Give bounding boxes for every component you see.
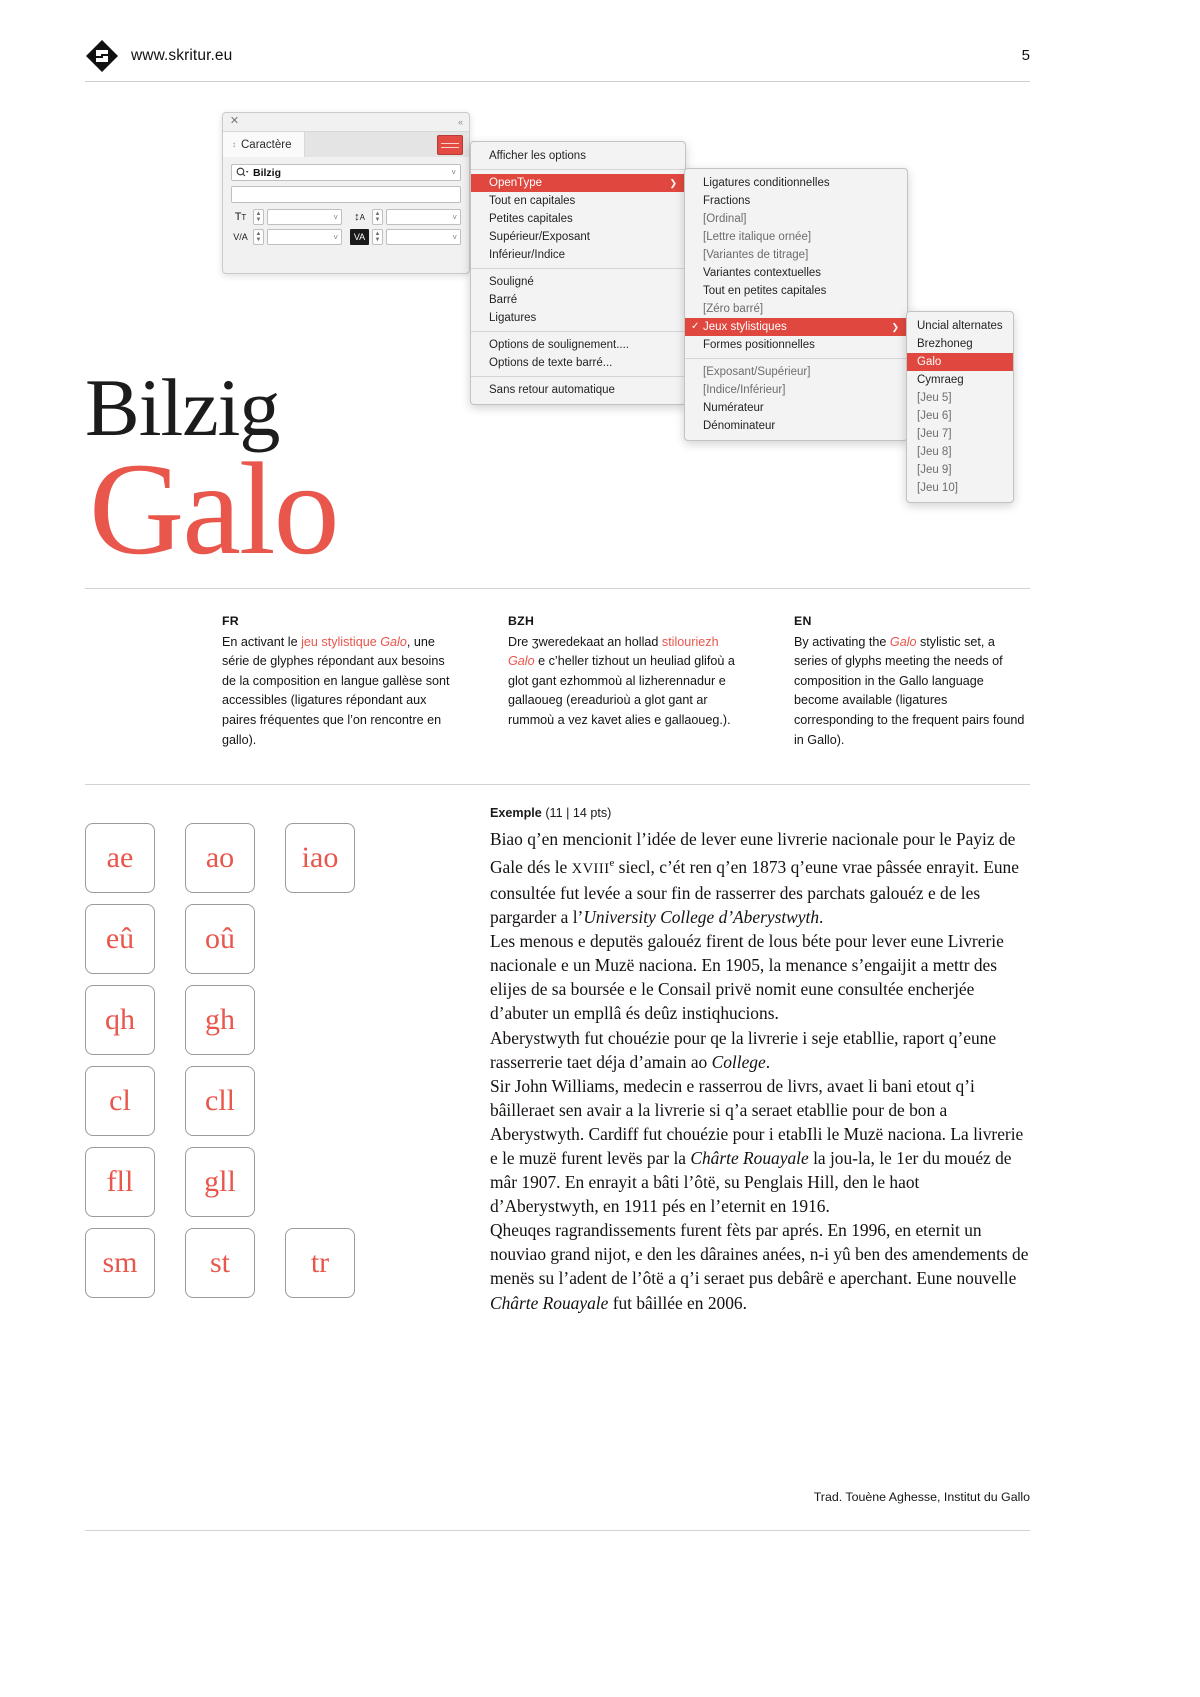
menu-item-indice-inferieur: [Indice/Inférieur] <box>703 384 786 396</box>
chevron-down-icon[interactable]: ˅ <box>451 168 456 177</box>
chevron-down-icon: ˅ <box>333 212 338 222</box>
leading-icon: ↕ A <box>354 211 365 223</box>
menu-item-cymraeg[interactable]: Cymraeg <box>917 374 964 386</box>
menu-item-jeu-9: [Jeu 9] <box>917 464 952 476</box>
specimen-set-name: Galo <box>89 435 338 582</box>
ligature-cell-empty <box>285 904 355 974</box>
brand-url: www.skritur.eu <box>131 46 233 64</box>
menu-item-ligatures[interactable]: Ligatures <box>489 312 537 324</box>
menu-separator <box>685 358 907 359</box>
menu-separator <box>471 268 685 269</box>
menu-item-jeu-8: [Jeu 8] <box>917 446 952 458</box>
menu-item-uncial-alternates[interactable]: Uncial alternates <box>917 320 1003 332</box>
ligature-cell: st <box>185 1228 255 1298</box>
example-label: Exemple <box>490 806 542 820</box>
menu-item-brezhoneg[interactable]: Brezhoneg <box>917 338 973 350</box>
tab-caractere-label: Caractère <box>241 138 292 151</box>
tracking-input[interactable] <box>386 229 461 245</box>
menu-item-options-de-soulignement[interactable]: Options de soulignement.... <box>489 339 629 351</box>
menu-item-sans-retour-automatique[interactable]: Sans retour automatique <box>489 384 615 396</box>
kerning-input[interactable] <box>267 229 342 245</box>
page-header <box>85 30 1030 82</box>
menu-item-inferieur-indice[interactable]: Inférieur/Indice <box>489 249 566 261</box>
menu-item-jeux-stylistiques[interactable]: ✓ Jeux stylistiques ❯ <box>685 318 907 336</box>
ligature-cell-empty <box>285 1147 355 1217</box>
example-paragraph: Biao q’en mencionit l’idée de lever eune livrerie nacionale pour le Payiz de Gale dés le XVIIIe siecl, c’ét ren q’en 1873 q’eune vrae pâssée enrayit. Eune consultée fut levée a sour fin de rasserrer des parchats galouéz e de les pargarder a l’University College d’Aberystwyth. <box>490 829 1019 928</box>
checkmark-icon: ✓ <box>691 321 700 332</box>
font-family-row <box>231 164 461 181</box>
font-size-icon: T T <box>234 211 247 223</box>
example-paragraph: Aberystwyth fut chouézie pour qe la livrerie i seje etabllie, raport q’eune rasserrerie taet déja d’amain ao College. <box>490 1027 997 1072</box>
menu-item-fractions[interactable]: Fractions <box>703 195 751 207</box>
skritur-diamond-logo-icon <box>85 39 119 73</box>
ligature-cell-empty <box>285 985 355 1055</box>
language-column-en <box>794 612 1030 750</box>
language-text-en: By activating the Galo stylistic set, a series of glyphs meeting the needs of composition in the Gallo language become available (ligatures corresponding to the frequent pairs found in Gallo). <box>794 634 1025 747</box>
chevron-right-icon: ❯ <box>669 178 677 188</box>
chevron-right-icon: ❯ <box>891 322 899 332</box>
panel-body <box>223 157 469 251</box>
menu-separator <box>471 169 685 170</box>
ligature-cell: tr <box>285 1228 355 1298</box>
menu-item-ordinal: [Ordinal] <box>703 213 747 225</box>
magnifier-icon <box>236 167 249 178</box>
collapse-icon[interactable]: « <box>457 117 462 127</box>
leading-stepper[interactable]: ▲ ▼ <box>372 209 383 225</box>
font-style-row <box>231 186 461 203</box>
example-sizes: (11 | 14 pts) <box>545 806 612 820</box>
menu-item-jeu-6: [Jeu 6] <box>917 410 952 422</box>
example-block <box>490 806 1030 1315</box>
tracking-control[interactable] <box>350 229 461 245</box>
language-column-fr <box>222 612 458 750</box>
font-size-input[interactable] <box>267 209 342 225</box>
language-column-bzh <box>508 612 744 750</box>
language-text-fr: En activant le jeu stylistique Galo, une série de glyphes répondant aux besoins de la composition en langue gallèse sont accessibles (ligatures répondant aux paires fréquentes que l’on rencontre en gallo). <box>222 634 450 747</box>
ligature-cell: ao <box>185 823 255 893</box>
menu-item-variantes-contextuelles[interactable]: Variantes contextuelles <box>703 267 822 279</box>
menu-item-options-de-texte-barre[interactable]: Options de texte barré... <box>489 357 613 369</box>
menu-separator <box>471 331 685 332</box>
divider-middle <box>85 784 1030 785</box>
menu-item-galo[interactable]: Galo <box>907 353 1013 371</box>
close-icon[interactable]: ✕ <box>229 115 240 127</box>
menu-item-tout-en-petites-capitales[interactable]: Tout en petites capitales <box>703 285 827 297</box>
language-code-en: EN <box>794 614 812 628</box>
stylistic-sets-submenu[interactable] <box>906 311 1014 503</box>
kerning-icon: V/A <box>233 232 248 242</box>
font-size-stepper[interactable]: ▲ ▼ <box>253 209 264 225</box>
tracking-stepper[interactable]: ▲ ▼ <box>372 229 383 245</box>
ligature-cell: ae <box>85 823 155 893</box>
chevron-updown-icon: ↕ <box>232 140 236 149</box>
menu-item-opentype[interactable]: OpenType ❯ <box>471 174 685 192</box>
character-panel[interactable] <box>222 112 470 274</box>
menu-item-ligatures-conditionnelles[interactable]: Ligatures conditionnelles <box>703 177 830 189</box>
menu-item-souligne[interactable]: Souligné <box>489 276 534 288</box>
panel-menu-button[interactable] <box>437 135 463 155</box>
menu-item-tout-en-capitales[interactable]: Tout en capitales <box>489 195 576 207</box>
menu-item-variantes-de-titrage: [Variantes de titrage] <box>703 249 809 261</box>
ligature-cell: iao <box>285 823 355 893</box>
menu-item-afficher-les-options[interactable]: Afficher les options <box>489 150 586 162</box>
brand <box>85 39 232 73</box>
example-credit: Trad. Touène Aghesse, Institut du Gallo <box>813 1490 1030 1504</box>
menu-item-jeu-5: [Jeu 5] <box>917 392 952 404</box>
example-heading <box>490 806 1030 820</box>
chevron-down-icon: ˅ <box>452 212 457 222</box>
menu-item-denominateur[interactable]: Dénominateur <box>703 420 776 432</box>
example-paragraph: Qheuqes ragrandissements furent fèts par aprés. En 1996, en eternit un nouviao grand nijot, e den les dâraines anées, n-i yû ben des amendements de menës su l’adent de l’ôtë a q’i seraet pus debârë e aperchant. Eune nouvelle Chârte Rouayale fut bâillée en 2006. <box>490 1220 1029 1313</box>
menu-item-exposant-superieur: [Exposant/Supérieur] <box>703 366 811 378</box>
kerning-stepper[interactable]: ▲ ▼ <box>253 229 264 245</box>
menu-item-zero-barre: [Zéro barré] <box>703 303 764 315</box>
ligature-cell: gll <box>185 1147 255 1217</box>
ligature-cell: cl <box>85 1066 155 1136</box>
ligature-cell: cll <box>185 1066 255 1136</box>
ligature-cell: oû <box>185 904 255 974</box>
specimen-display <box>85 362 338 582</box>
ligature-cell: qh <box>85 985 155 1055</box>
chevron-down-icon: ˅ <box>452 232 457 242</box>
menu-item-superieur-exposant[interactable]: Supérieur/Exposant <box>489 231 591 243</box>
panel-titlebar <box>223 113 469 131</box>
panel-tabs <box>223 131 469 157</box>
tracking-icon: VA <box>350 229 369 245</box>
ligature-cell: gh <box>185 985 255 1055</box>
ligature-cell: eû <box>85 904 155 974</box>
language-text-bzh: Dre ʒweredekaat an hollad stilouriezh Galo e c’heller tizhout un heuliad glifoù a glot gant ezhommoù al lizherennadur e gallaoueg (ereadurioù a glot gant ar rummoù a vez kavet alies e gallaoueg.). <box>508 634 735 727</box>
ligature-cell: fll <box>85 1147 155 1217</box>
menu-item-lettre-italique-ornee: [Lettre italique ornée] <box>703 231 812 243</box>
leading-input[interactable] <box>386 209 461 225</box>
ligature-cell: sm <box>85 1228 155 1298</box>
panel-flyout-menu[interactable] <box>470 141 686 405</box>
tab-caractere[interactable] <box>223 131 305 157</box>
menu-item-petites-capitales[interactable]: Petites capitales <box>489 213 573 225</box>
example-paragraph: Sir John Williams, medecin e rasserrou de livrs, avaet li bani etout q’i bâilleraet sen avair a la livrerie si q’a seraet etabllie pour de bon a Aberystwyth. Cardiff fut chouézie pour i etabIli le Muzë naciona. La livrerie e le muzë furent levës par la Chârte Rouayale la jou-la, le 1er du mouéz de mâr 1907. En enrayit a bâti l’ôtë, su Penglais Hill, den le haot d’Aberystwyth, en 1911 pés en l’eternit en 1916. <box>490 1075 1024 1217</box>
example-paragraph: Les menous e deputës galouéz firent de lous béte pour lever eune Livrerie nacionale e un Muzë naciona. En 1905, la menance s’engaijit a mettr des elijes de sa boursée e le Consail privë nomit eune consultée encherjée d’abuter un empllâ és deûz instiqhucions. <box>490 931 1004 1024</box>
example-text <box>490 827 1030 1315</box>
chevron-down-icon: ˅ <box>333 232 338 242</box>
menu-item-jeu-7: [Jeu 7] <box>917 428 952 440</box>
language-code-fr: FR <box>222 614 239 628</box>
font-family-value: Bilzig <box>253 166 281 179</box>
menu-item-numerateur[interactable]: Numérateur <box>703 402 764 414</box>
leading-control[interactable] <box>350 209 461 225</box>
ligature-grid <box>85 823 374 1298</box>
opentype-submenu[interactable] <box>684 168 908 441</box>
divider-top <box>85 588 1030 589</box>
page-number: 5 <box>1021 47 1030 64</box>
language-columns <box>222 612 1030 750</box>
ligature-cell-empty <box>285 1066 355 1136</box>
kerning-control[interactable] <box>231 229 342 245</box>
font-family-field[interactable] <box>231 164 461 181</box>
menu-item-formes-positionnelles[interactable]: Formes positionnelles <box>703 339 815 351</box>
specimen-family-name: Bilzig <box>85 362 280 453</box>
font-size-control[interactable] <box>231 209 342 225</box>
metric-grid <box>231 209 461 245</box>
divider-bottom <box>85 1530 1030 1531</box>
menu-item-barre[interactable]: Barré <box>489 294 518 306</box>
language-code-bzh: BZH <box>508 614 535 628</box>
menu-item-jeu-10: [Jeu 10] <box>917 482 958 494</box>
font-style-field[interactable] <box>231 186 461 203</box>
menu-separator <box>471 376 685 377</box>
